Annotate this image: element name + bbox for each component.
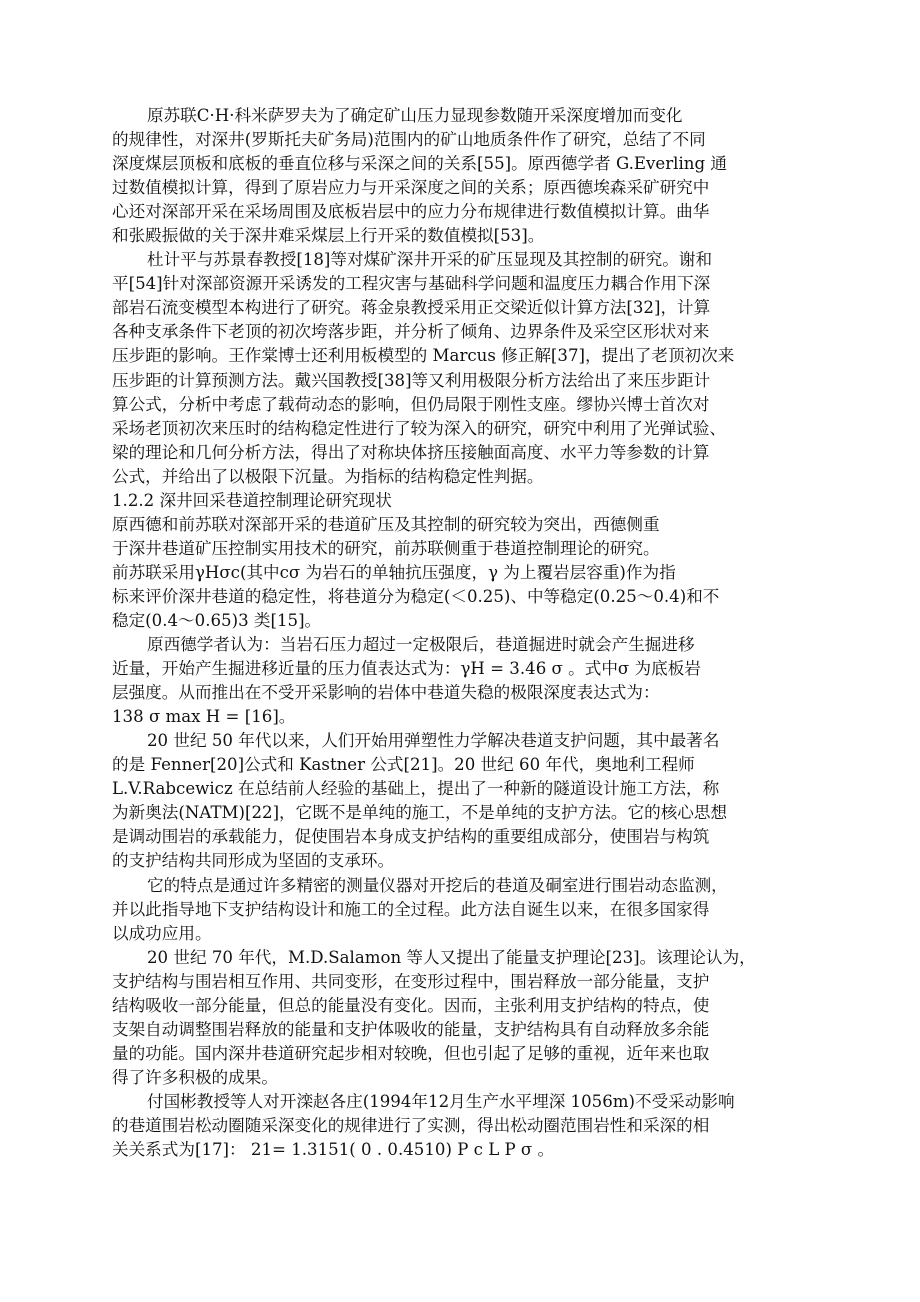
text-line: 部岩石流变模型本构进行了研究。蒋金泉教授采用正交梁近似计算方法[32]，计算 — [112, 298, 711, 318]
text-line: 于深井巷道矿压控制实用技术的研究，前苏联侧重于巷道控制理论的研究。 — [112, 538, 660, 558]
text-line: 它的特点是通过许多精密的测量仪器对开挖后的巷道及硐室进行围岩动态监测， — [147, 875, 728, 895]
text-line: L.V.Rabcewicz 在总结前人经验的基础上，提出了一种新的隧道设计施工方法，称 — [112, 779, 720, 799]
text-line: 层强度。从而推出在不受开采影响的岩体中巷道失稳的极限深度表达式为： — [112, 683, 660, 703]
text-line: 关关系式为[17]： 21= 1.3151( 0 . 0.4510) P c L P σ 。 — [112, 1140, 555, 1160]
formula-line: 138 σ max H = [16]。 — [112, 707, 296, 727]
text-line: 的支护结构共同形成为坚固的支承环。 — [112, 851, 395, 871]
section-heading: 1.2.2 深井回采巷道控制理论研究现状 — [112, 490, 392, 510]
text-line: 量的功能。国内深井巷道研究起步相对较晚，但也引起了足够的重视，近年来也取 — [112, 1043, 710, 1063]
text-line: 是调动围岩的承载能力，促使围岩本身成支护结构的重要组成部分，使围岩与构筑 — [112, 827, 710, 847]
text-line: 压步距的影响。王作棠博士还利用板模型的 Marcus 修正解[37]，提出了老顶初次来 — [112, 346, 735, 366]
text-line: 结构吸收一部分能量，但总的能量没有变化。因而，主张利用支护结构的特点，使 — [112, 995, 710, 1015]
text-line: 深度煤层顶板和底板的垂直位移与采深之间的关系[55]。原西德学者 G.Everling 通 — [112, 154, 727, 174]
text-line: 过数值模拟计算，得到了原岩应力与开采深度之间的关系；原西德埃森采矿研究中 — [112, 178, 710, 198]
text-line: 公式，并给出了以极限下沉量。为指标的结构稳定性判据。 — [112, 466, 544, 486]
text-line: 标来评价深井巷道的稳定性，将巷道分为稳定(＜0.25)、中等稳定(0.25～0.4)和不 — [112, 586, 720, 606]
text-line: 前苏联采用γHσc(其中cσ 为岩石的单轴抗压强度，γ 为上覆岩层容重)作为指 — [112, 562, 676, 582]
text-line: 原西德学者认为：当岩石压力超过一定极限后，巷道掘进时就会产生掘进移 — [147, 635, 695, 655]
text-line: 心还对深部开采在采场周围及底板岩层中的应力分布规律进行数值模拟计算。曲华 — [112, 202, 710, 222]
text-line: 原苏联C·H·科米萨罗夫为了确定矿山压力显现参数随开采深度增加而变化 — [147, 106, 683, 125]
text-line: 得了许多积极的成果。 — [112, 1067, 278, 1087]
text-line: 采场老顶初次来压时的结构稳定性进行了较为深入的研究，研究中利用了光弹试验、 — [112, 418, 726, 438]
text-line: 20 世纪 70 年代，M.D.Salamon 等人又提出了能量支护理论[23]。该理论认为， — [147, 947, 756, 967]
text-line: 杜计平与苏景春教授[18]等对煤矿深井开采的矿压显现及其控制的研究。谢和 — [147, 250, 713, 270]
text-line: 压步距的计算预测方法。戴兴国教授[38]等又利用极限分析方法给出了来压步距计 — [112, 370, 711, 390]
text-line: 付国彬教授等人对开滦赵各庄(1994年12月生产水平埋深 1056m)不受采动影响 — [147, 1091, 735, 1111]
text-line: 支护结构与围岩相互作用、共同变形，在变形过程中，围岩释放一部分能量，支护 — [112, 971, 710, 991]
text-line: 近量，开始产生掘进移近量的压力值表达式为：γH = 3.46 σ 。式中σ 为底板岩 — [112, 659, 701, 679]
text-line: 和张殿振做的关于深井难采煤层上行开采的数值模拟[53]。 — [112, 226, 545, 246]
text-line: 各种支承条件下老顶的初次垮落步距，并分析了倾角、边界条件及采空区形状对来 — [112, 322, 710, 342]
text-line: 并以此指导地下支护结构设计和施工的全过程。此方法自诞生以来，在很多国家得 — [112, 899, 710, 919]
text-line: 的巷道围岩松动圈随采深变化的规律进行了实测，得出松动圈范围岩性和采深的相 — [112, 1115, 710, 1135]
document-body — [112, 104, 808, 1162]
text-line: 为新奥法(NATM)[22]，它既不是单纯的施工，不是单纯的支护方法。它的核心思想 — [112, 803, 728, 823]
text-line: 梁的理论和几何分析方法，得出了对称块体挤压接触面高度、水平力等参数的计算 — [112, 442, 710, 462]
text-line: 支架自动调整围岩释放的能量和支护体吸收的能量，支护结构具有自动释放多余能 — [112, 1019, 710, 1039]
text-line: 20 世纪 50 年代以来，人们开始用弹塑性力学解决巷道支护问题，其中最著名 — [147, 731, 720, 751]
text-line: 平[54]针对深部资源开采诱发的工程灾害与基础科学问题和温度压力耦合作用下深 — [112, 274, 711, 294]
text-line: 的规律性，对深井(罗斯托夫矿务局)范围内的矿山地质条件作了研究，总结了不同 — [112, 130, 706, 150]
text-line: 原西德和前苏联对深部开采的巷道矿压及其控制的研究较为突出，西德侧重 — [112, 514, 660, 534]
text-line: 的是 Fenner[20]公式和 Kastner 公式[21]。20 世纪 60 年代，奥地利工程师 — [112, 755, 695, 775]
text-line: 稳定(0.4～0.65)3 类[15]。 — [112, 610, 322, 630]
text-line: 算公式，分析中考虑了载荷动态的影响，但仍局限于刚性支座。缪协兴博士首次对 — [112, 394, 710, 414]
text-line: 以成功应用。 — [112, 923, 212, 943]
